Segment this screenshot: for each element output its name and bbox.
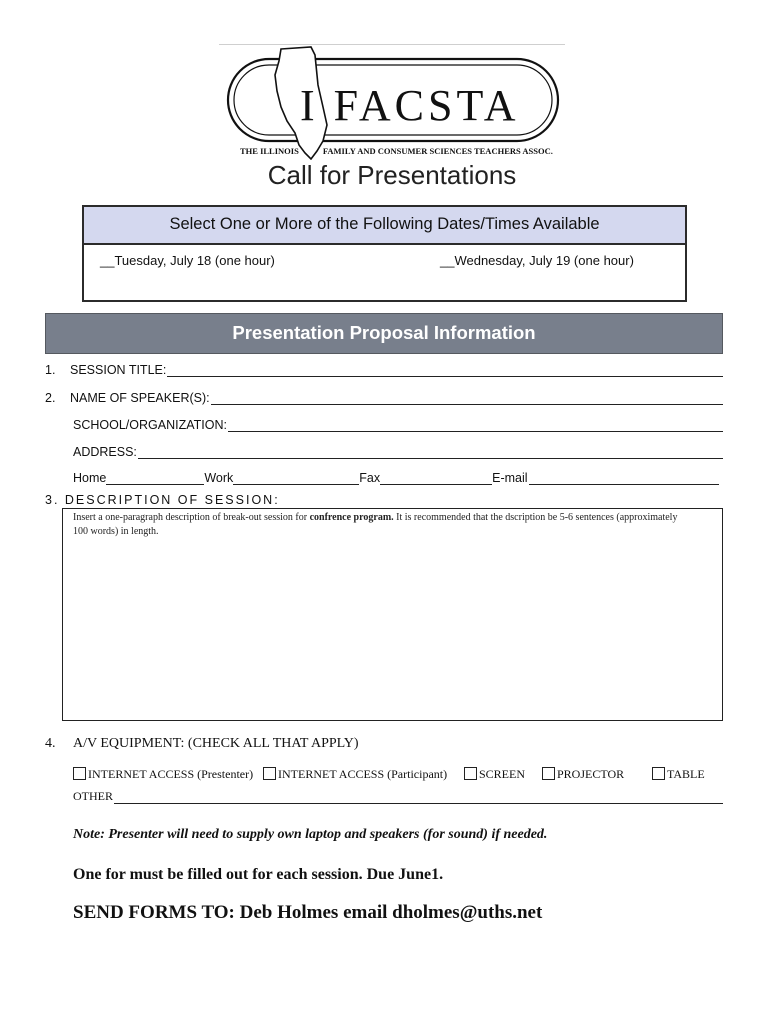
speaker-line[interactable] [211,392,723,405]
page-title: Call for Presentations [267,160,517,190]
av-option-label: TABLE [667,767,705,781]
av-option-table[interactable] [652,767,705,782]
av-other-label: OTHER [73,789,113,803]
description-text-b: It is recommended that the dscription be 5-6 sentences (approximately 100 words) in length. [73,512,678,537]
due-notice: One for must be filled out for each session. Due June1. [73,866,444,883]
speaker-field[interactable] [45,389,723,405]
av-option-internet-participant[interactable] [263,767,447,782]
send-forms-line: SEND FORMS TO: Deb Holmes email dholmes@uths.net [73,902,543,923]
dates-header: Select One or More of the Following Dates/Times Available [84,207,685,245]
field-number-2: 2. [45,391,56,405]
checkbox-icon[interactable] [464,767,477,780]
av-option-internet-presenter[interactable] [73,767,253,782]
home-label: Home [73,471,107,485]
av-option-label: SCREEN [479,767,526,781]
logo-wordmark: I FACSTA [300,81,520,130]
av-equipment-label [45,736,359,752]
section-header: Presentation Proposal Information [45,313,723,354]
dates-box [82,205,687,302]
school-field[interactable] [73,416,723,432]
contact-fields[interactable] [73,469,719,485]
work-line[interactable] [233,472,359,485]
av-other-line[interactable] [114,791,723,804]
av-option-screen[interactable] [464,767,525,782]
work-label: Work [204,471,234,485]
presenter-note: Note: Presenter will need to supply own laptop and speakers (for sound) if needed. [73,827,548,842]
logo-subtitle-right: FAMILY AND CONSUMER SCIENCES TEACHERS ASSOC. [322,146,553,156]
field-number-1: 1. [45,363,56,377]
checkbox-icon[interactable] [263,767,276,780]
session-title-field[interactable] [45,361,723,377]
checkbox-icon[interactable] [73,767,86,780]
email-label: E-mail [492,471,528,485]
fax-line[interactable] [380,472,492,485]
date-option-tuesday[interactable]: __Tuesday, July 18 (one hour) [100,253,275,268]
session-title-label: SESSION TITLE: [70,363,167,377]
date-option-wednesday[interactable]: __Wednesday, July 19 (one hour) [440,253,634,268]
address-label: ADDRESS: [73,445,137,459]
av-option-label: INTERNET ACCESS (Participant) [278,767,448,781]
speaker-label: NAME OF SPEAKER(S): [70,391,210,405]
checkbox-icon[interactable] [542,767,555,780]
av-option-projector[interactable] [542,767,624,782]
description-instructions [73,511,693,539]
av-equipment-text: A/V EQUIPMENT: (CHECK ALL THAT APPLY) [73,736,359,751]
av-option-label: PROJECTOR [557,767,625,781]
session-title-line[interactable] [167,364,723,377]
field-number-4: 4. [45,736,56,751]
email-line[interactable] [529,472,719,485]
checkbox-icon[interactable] [652,767,665,780]
address-line[interactable] [138,446,723,459]
av-option-label: INTERNET ACCESS (Prestenter) [88,767,254,781]
fax-label: Fax [359,471,381,485]
logo-subtitle [240,146,553,156]
description-text-bold: confrence program. [309,512,394,523]
description-text-a: Insert a one-paragraph description of break-out session for [73,512,310,523]
av-other-field[interactable] [73,789,723,804]
logo-subtitle-left: THE ILLINOIS [240,146,299,156]
home-line[interactable] [106,472,204,485]
school-line[interactable] [228,419,723,432]
description-label: 3. DESCRIPTION OF SESSION: [45,493,280,507]
school-label: SCHOOL/ORGANIZATION: [73,418,227,432]
address-field[interactable] [73,443,723,459]
description-box[interactable] [62,508,723,721]
